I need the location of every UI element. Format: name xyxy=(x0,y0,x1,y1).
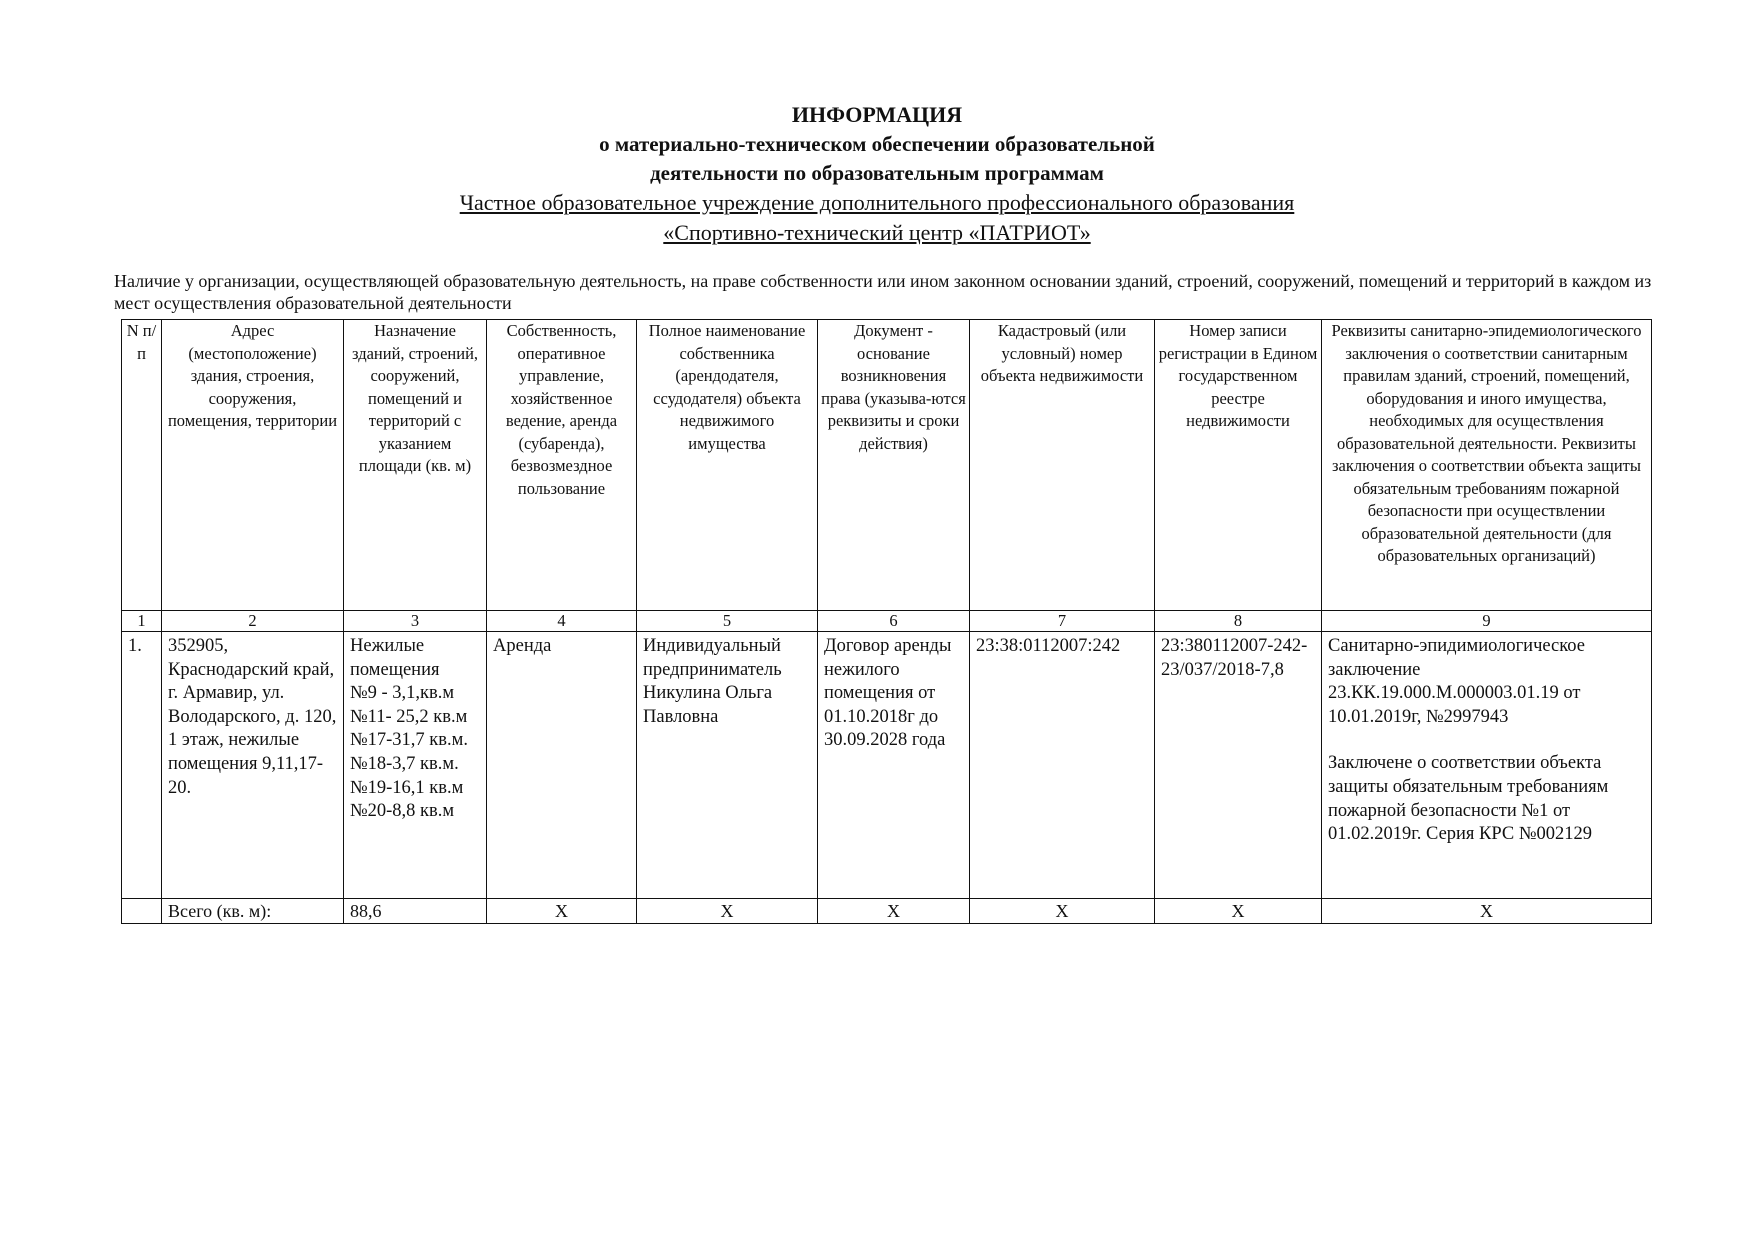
x-mark: X xyxy=(637,899,818,924)
x-mark: X xyxy=(1322,899,1652,924)
column-number: 2 xyxy=(162,611,344,632)
document-title: ИНФОРМАЦИЯ xyxy=(791,102,963,127)
header-cell: Назначение зданий, строений, сооружений, помещений и территорий с указанием площади (кв. м) xyxy=(344,320,487,611)
purpose-line: №20-8,8 кв.м xyxy=(350,801,455,822)
column-number: 3 xyxy=(344,611,487,632)
purpose-cell xyxy=(344,632,487,899)
purpose-line: Нежилые помещения xyxy=(350,636,440,680)
subtitle-line: о материально-техническом обеспечении образовательной xyxy=(599,132,1155,156)
intro-text: Наличие у организации, осуществляющей образовательную деятельность, на праве собственности или ином законном основании зданий, строений, сооружений, помещений и территорий в каждом из мест осуществления образовательной деятельности xyxy=(114,271,1652,313)
header-cell: Адрес (местоположение) здания, строения, сооружения, помещения, территории xyxy=(162,320,344,611)
header-cell: Реквизиты санитарно-эпидемиологического заключения о соответствии санитарным правилам зданий, строений, помещений, оборудования и иного имущества, необходимых для осуществления образовательной деятельности. Реквизиты заключения о соответствии объекта защиты обязательным требованиям пожарной безопасности при осуществлении образовательной деятельности (для образовательных организаций) xyxy=(1322,320,1652,611)
header-cell: Документ - основание возникновения права (указыва-ются реквизиты и сроки действия) xyxy=(818,320,970,611)
total-row xyxy=(122,899,1652,924)
table-row xyxy=(122,632,1652,899)
cadastral-cell: 23:38:0112007:242 xyxy=(970,632,1155,899)
header-cell: Полное наименование собственника (арендодателя, ссудодателя) объекта недвижимого имущества xyxy=(637,320,818,611)
header-cell: Номер записи регистрации в Едином государственном реестре недвижимости xyxy=(1155,320,1322,611)
empty-cell xyxy=(122,899,162,924)
registry-cell: 23:380112007-242-23/037/2018-7,8 xyxy=(1155,632,1322,899)
x-mark: X xyxy=(487,899,637,924)
purpose-line: №9 - 3,1,кв.м xyxy=(350,683,455,704)
x-mark: X xyxy=(970,899,1155,924)
purpose-line: №17-31,7 кв.м. xyxy=(350,730,468,751)
header-cell: Собственность, оперативное управление, хозяйственное ведение, аренда (субаренда), безвозмездное пользование xyxy=(487,320,637,611)
purpose-line: №18-3,7 кв.м. xyxy=(350,753,459,774)
sanitary-conclusion: Санитарно-эпидимиологическое заключение 23.КК.19.000.М.000003.01.19 от 10.01.2019г, №2997943 xyxy=(1328,636,1585,727)
column-number-row xyxy=(122,611,1652,632)
purpose-line: №19-16,1 кв.м xyxy=(350,777,464,798)
document-title-block xyxy=(0,100,1754,248)
organization-line: Частное образовательное учреждение дополнительного профессионального образования xyxy=(459,190,1295,215)
total-area: 88,6 xyxy=(344,899,487,924)
x-mark: X xyxy=(818,899,970,924)
document-cell: Договор аренды нежилого помещения от 01.10.2018г до 30.09.2028 года xyxy=(818,632,970,899)
fire-safety-conclusion: Заключене о соответствии объекта защиты обязательным требованиям пожарной безопасности №1 от 01.02.2019г. Серия КРС №002129 xyxy=(1328,753,1609,845)
column-number: 1 xyxy=(122,611,162,632)
header-cell: N п/п xyxy=(122,320,162,611)
column-number: 8 xyxy=(1155,611,1322,632)
facilities-table xyxy=(121,319,1652,924)
row-number: 1. xyxy=(122,632,162,899)
column-number: 5 xyxy=(637,611,818,632)
column-number: 9 xyxy=(1322,611,1652,632)
ownership-cell: Аренда xyxy=(487,632,637,899)
subtitle-line: деятельности по образовательным программам xyxy=(650,161,1104,185)
organization-line: «Спортивно-технический центр «ПАТРИОТ» xyxy=(663,220,1091,245)
column-number: 4 xyxy=(487,611,637,632)
column-number: 6 xyxy=(818,611,970,632)
column-number: 7 xyxy=(970,611,1155,632)
owner-cell: Индивидуальный предприниматель Никулина Ольга Павловна xyxy=(637,632,818,899)
x-mark: X xyxy=(1155,899,1322,924)
header-cell: Кадастровый (или условный) номер объекта недвижимости xyxy=(970,320,1155,611)
header-row xyxy=(122,320,1652,611)
total-label: Всего (кв. м): xyxy=(162,899,344,924)
purpose-line: №11- 25,2 кв.м xyxy=(350,706,468,727)
conclusions-cell xyxy=(1322,632,1652,899)
address-cell: 352905, Краснодарский край, г. Армавир, ул. Володарского, д. 120, 1 этаж, нежилые помещения 9,11,17-20. xyxy=(162,632,344,899)
